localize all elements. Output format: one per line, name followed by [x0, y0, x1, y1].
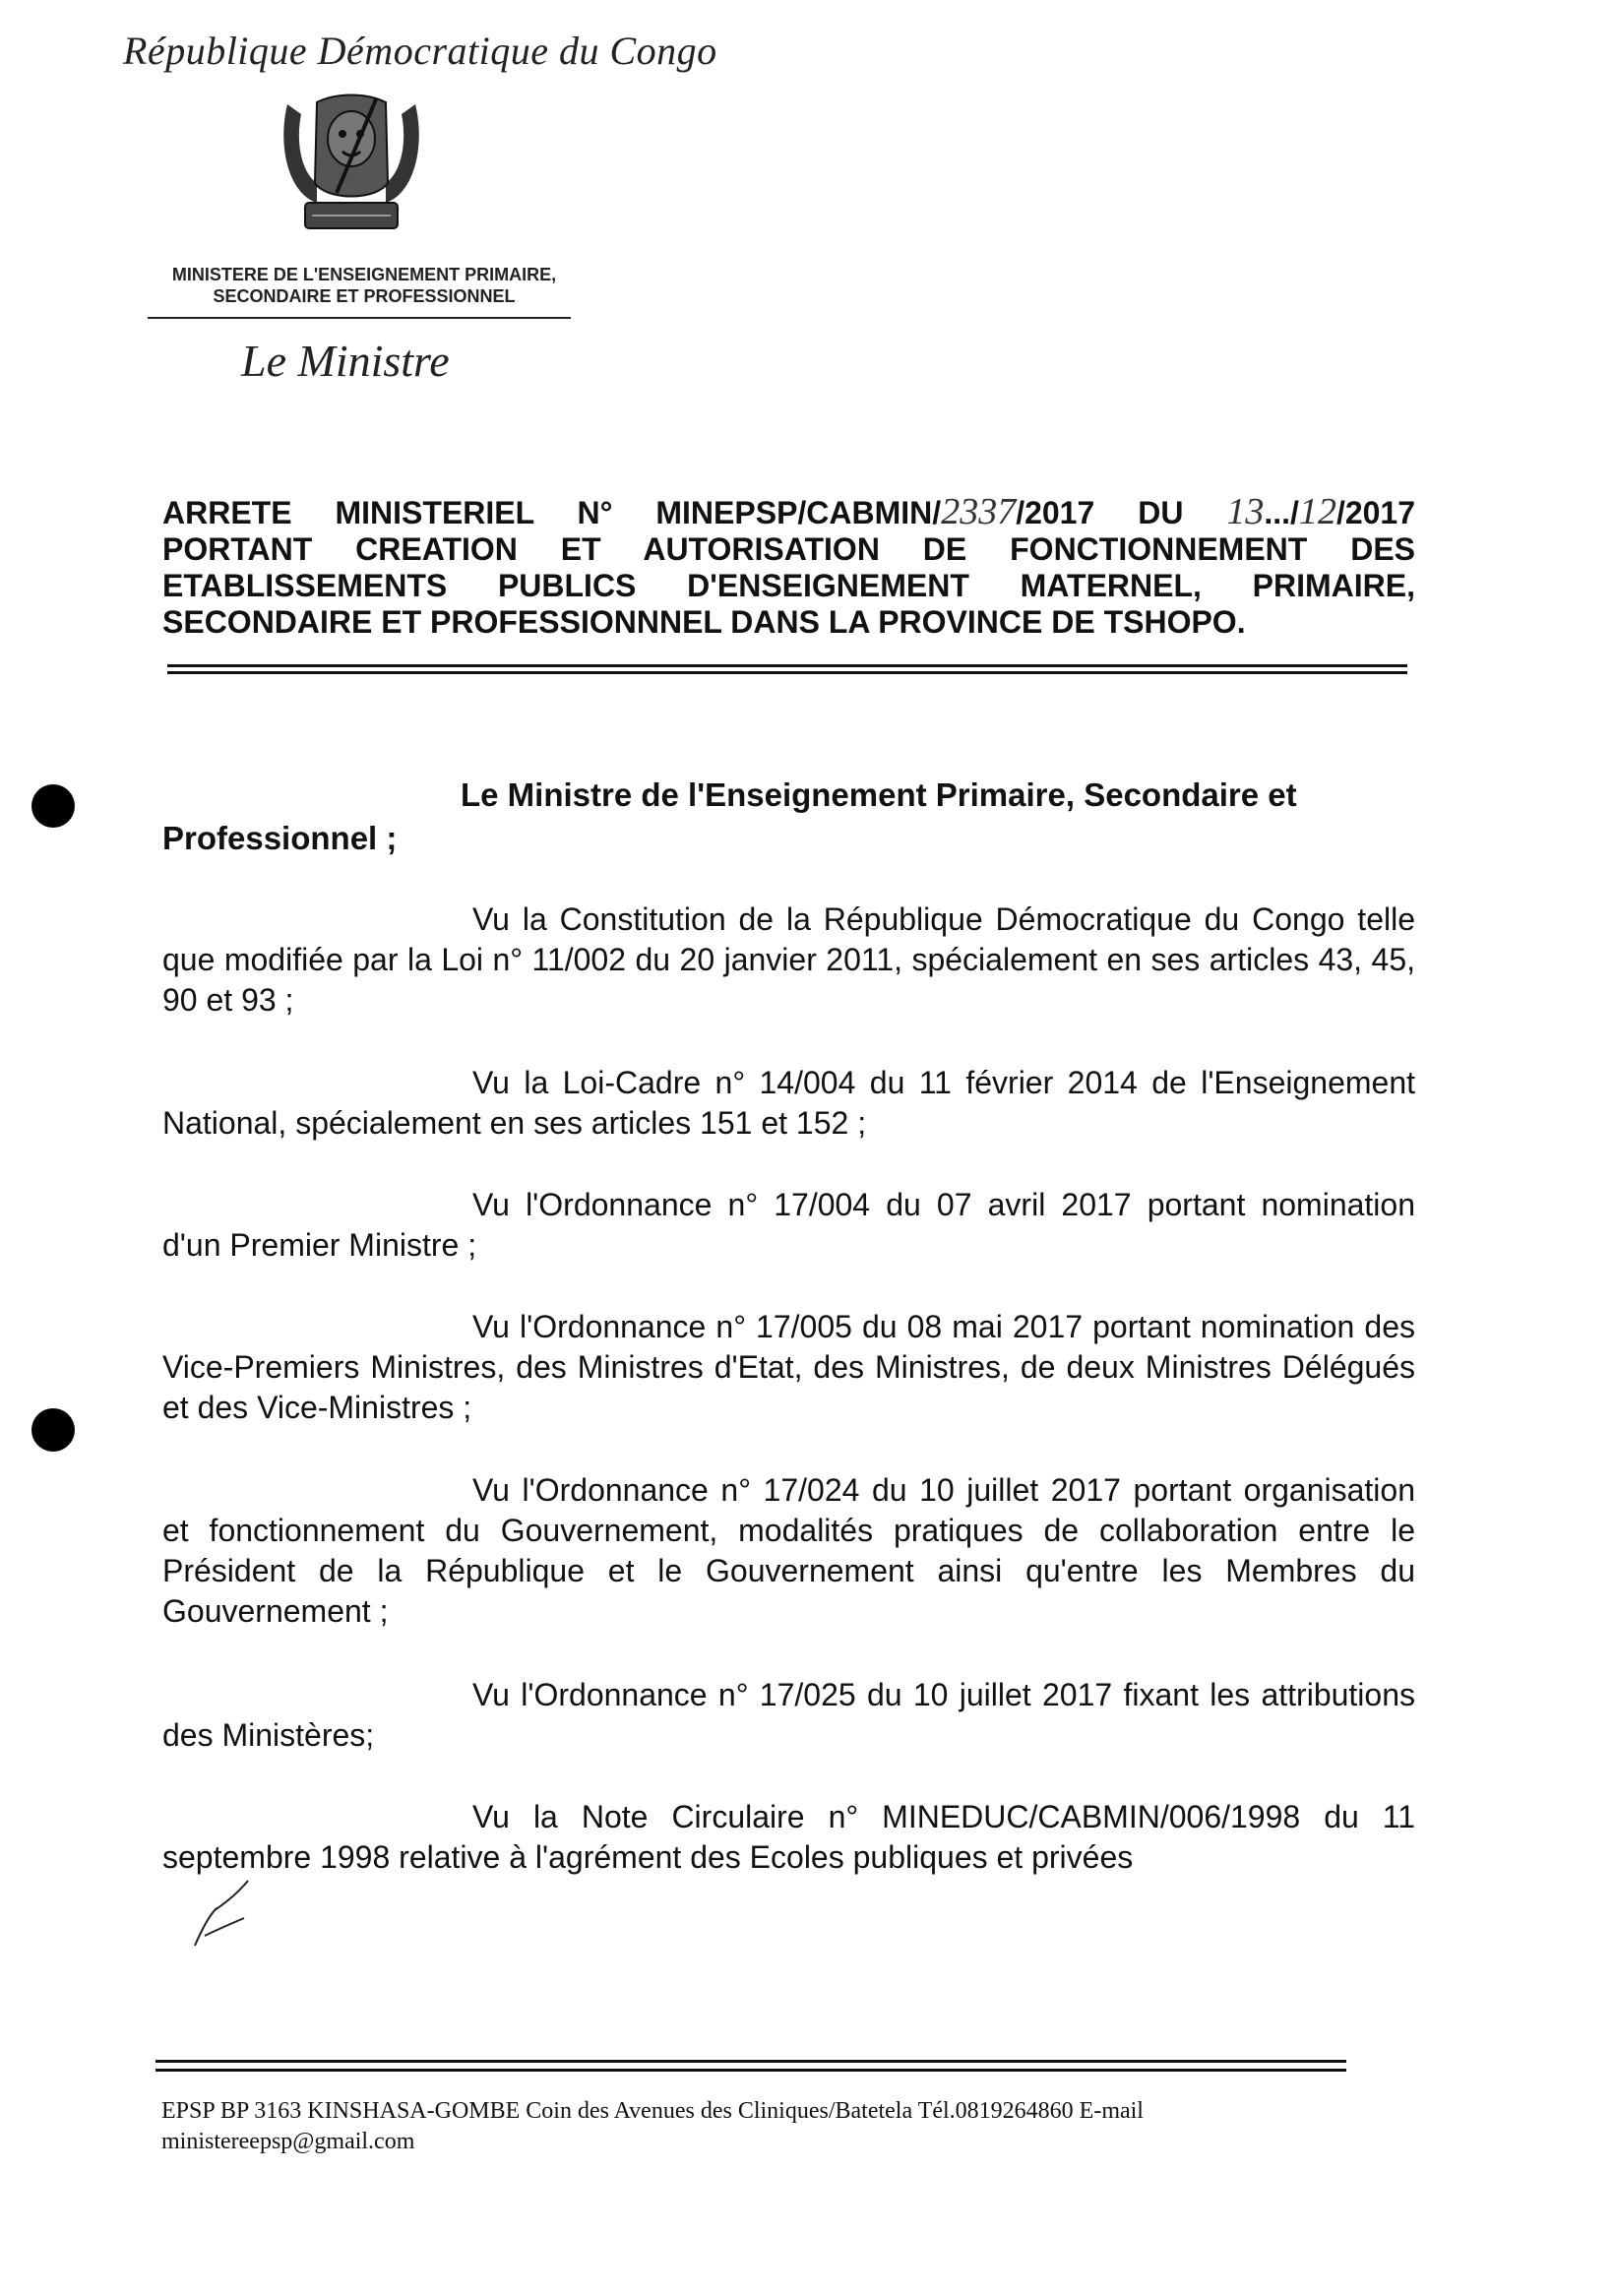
considerant-loi-cadre: Vu la Loi-Cadre n° 14/004 du 11 février 2014 de l'Enseignement National, spécialement en ses articles 151 et 152 ;	[162, 1065, 1415, 1141]
footer-double-rule	[155, 2060, 1346, 2072]
considerant-ordonnance-17-005: Vu l'Ordonnance n° 17/005 du 08 mai 2017 portant nomination des Vice-Premiers Ministres, des Ministres d'Etat, des Ministres, de deux Ministres Délégués et des Vice-Ministres ;	[162, 1309, 1415, 1425]
considerant-ordonnance-17-024: Vu l'Ordonnance n° 17/024 du 10 juillet 2017 portant organisation et fonctionnement du Gouvernement, modalités pratiques de collaboration entre le Président de la République et le Gouvernement ainsi qu'entre les Membres du Gouvernement ;	[162, 1472, 1415, 1629]
title-double-rule	[167, 664, 1407, 674]
decree-title-line3: ETABLISSEMENTS PUBLICS D'ENSEIGNEMENT MATERNEL, PRIMAIRE,	[162, 568, 1415, 603]
footer-address-line: EPSP BP 3163 KINSHASA-GOMBE Coin des Avenues des Cliniques/Batetela Tél.0819264860 E-mail	[161, 2098, 1144, 2124]
decree-title-line2: PORTANT CREATION ET AUTORISATION DE FONCTIONNEMENT DES	[162, 531, 1415, 567]
minister-heading-line1: Le Ministre de l'Enseignement Primaire, Secondaire et	[461, 776, 1297, 813]
coat-of-arms-emblem	[278, 85, 425, 244]
decree-title-line4: SECONDAIRE ET PROFESSIONNNEL DANS LA PROVINCE DE TSHOPO.	[162, 604, 1246, 640]
punch-hole-top	[31, 784, 75, 828]
handwritten-date-month: 12	[1298, 491, 1336, 532]
footer-email: ministereepsp@gmail.com	[161, 2129, 415, 2154]
ministry-name-line1: MINISTERE DE L'ENSEIGNEMENT PRIMAIRE,	[171, 265, 557, 284]
le-ministre-signature-title: Le Ministre	[241, 336, 450, 386]
republic-heading: République Démocratique du Congo	[123, 29, 717, 73]
considerant-constitution: Vu la Constitution de la République Démocratique du Congo telle que modifiée par la Loi n° 11/002 du 20 janvier 2011, spécialement en ses articles 43, 45, 90 et 93 ;	[162, 901, 1415, 1018]
minister-heading-line2: Professionnel ;	[162, 820, 398, 856]
punch-hole-bottom	[31, 1408, 75, 1452]
ministry-name-line2: SECONDAIRE ET PROFESSIONNEL	[213, 286, 516, 306]
footer-contact	[161, 2096, 1342, 2157]
decree-title-line1: ARRETE MINISTERIEL N° MINEPSP/CABMIN/2337/2017 DU 13.../12/2017	[162, 491, 1416, 532]
handwritten-initials	[187, 1875, 266, 1954]
considerant-ordonnance-17-025: Vu l'Ordonnance n° 17/025 du 10 juillet 2017 fixant les attributions des Ministères;	[162, 1677, 1415, 1753]
handwritten-decree-number: 2337	[941, 491, 1017, 532]
considerant-ordonnance-17-004: Vu l'Ordonnance n° 17/004 du 07 avril 2017 portant nomination d'un Premier Ministre ;	[162, 1187, 1415, 1263]
handwritten-date-day: 13	[1226, 491, 1265, 532]
header-divider	[148, 317, 571, 319]
considerant-note-circulaire: Vu la Note Circulaire n° MINEDUC/CABMIN/006/1998 du 11 septembre 1998 relative à l'agrément des Ecoles publiques et privées	[162, 1799, 1415, 1875]
